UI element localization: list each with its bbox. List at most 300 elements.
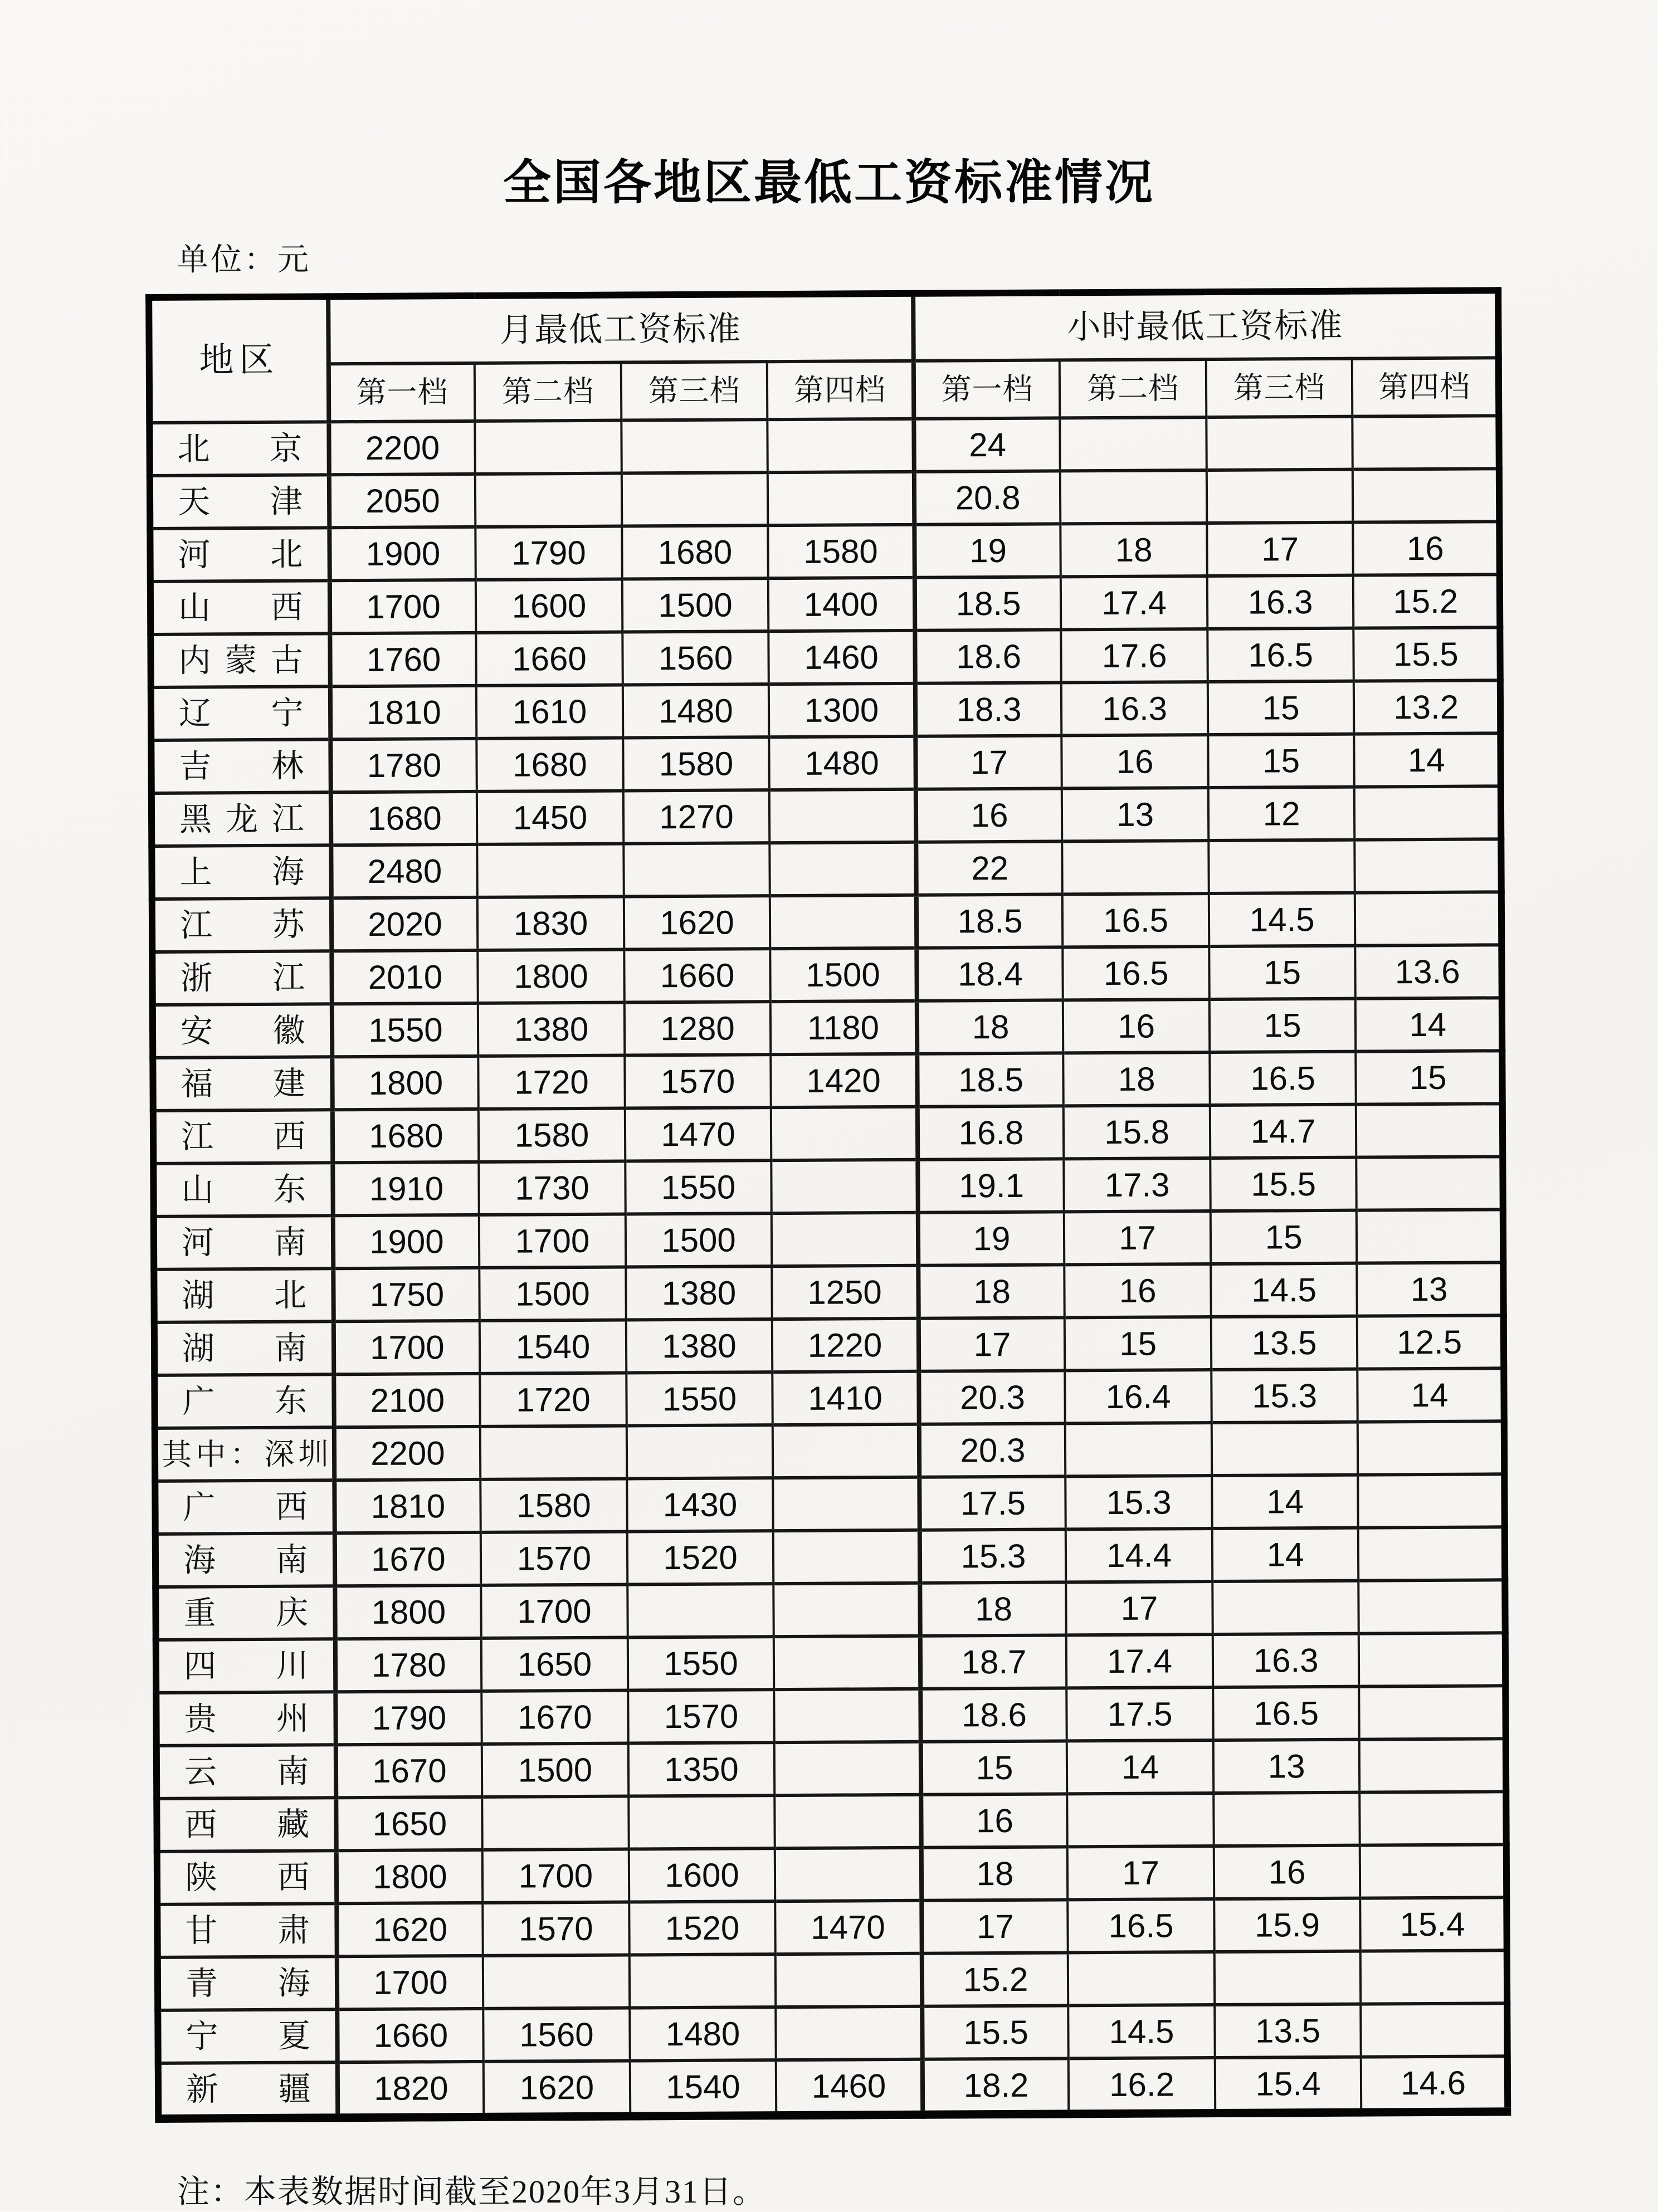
value-cell: 20.3 [919,1370,1065,1424]
value-cell: 16 [921,1794,1067,1847]
table-row [151,680,1500,740]
value-cell: 1670 [334,1532,481,1586]
value-cell: 1500 [771,948,917,1002]
value-cell [1360,1791,1506,1845]
table-row [157,1897,1506,1957]
value-cell: 1830 [477,897,624,950]
value-cell: 17.4 [1061,576,1207,629]
table-row [156,1686,1505,1746]
value-cell [1358,1527,1505,1580]
value-cell: 1500 [479,1267,626,1321]
value-cell [1060,417,1207,471]
region-cell: 云 南 [157,1745,336,1799]
value-cell: 1660 [476,632,623,686]
value-cell [1206,417,1353,470]
value-cell [772,1160,918,1213]
value-cell: 15 [1208,734,1354,788]
value-cell: 24 [914,418,1060,471]
value-cell: 1620 [484,2061,630,2117]
value-cell: 1580 [623,737,769,790]
value-cell: 1680 [476,738,623,792]
value-cell: 17 [921,1900,1068,1953]
value-cell [1212,1581,1359,1634]
tier-header-cell: 第四档 [767,361,914,419]
value-cell: 17.4 [1066,1634,1213,1688]
value-cell: 17 [1207,523,1353,576]
value-cell: 1280 [625,1002,771,1055]
region-cell: 湖 北 [154,1268,333,1322]
value-cell: 16.4 [1065,1370,1212,1423]
value-cell: 1800 [477,950,624,1003]
table-row [154,1315,1504,1375]
value-cell: 16.5 [1210,1052,1356,1105]
value-cell: 17 [1067,1846,1214,1900]
value-cell [1359,1633,1505,1686]
value-cell: 18.5 [917,1053,1064,1106]
value-cell: 1430 [627,1478,773,1531]
value-cell: 1570 [481,1532,627,1585]
value-cell: 1500 [622,578,769,632]
value-cell: 18 [1064,1052,1210,1106]
value-cell: 15 [1065,1317,1211,1370]
wage-table [145,287,1511,2123]
value-cell: 1380 [478,1003,625,1056]
value-cell: 19 [918,1212,1065,1265]
region-header-cell: 地区 [149,296,329,423]
value-cell: 2010 [331,950,478,1004]
hourly-group-header: 小时最低工资标准 [913,290,1499,360]
value-cell: 1620 [624,896,771,949]
value-cell: 1700 [479,1214,626,1268]
value-cell: 14.5 [1209,893,1355,946]
value-cell: 1400 [768,578,915,631]
value-cell [621,419,768,473]
value-cell: 18 [1061,523,1207,577]
value-cell [623,843,770,896]
value-cell: 14 [1358,1368,1504,1422]
value-cell: 15 [1356,1051,1503,1104]
value-cell: 1670 [335,1744,482,1798]
region-cell: 黑 龙 江 [152,792,331,846]
value-cell [483,1955,630,2009]
value-cell: 1650 [336,1797,482,1850]
value-cell [627,1584,774,1637]
value-cell: 15 [1208,681,1354,735]
value-cell: 1470 [775,1901,921,1954]
value-cell: 17.3 [1064,1158,1211,1212]
value-cell: 15.3 [1066,1476,1212,1529]
value-cell: 16 [1063,999,1210,1053]
value-cell: 17.6 [1061,629,1208,682]
value-cell: 13.5 [1211,1316,1358,1370]
value-cell: 1680 [332,1109,479,1163]
value-cell: 16.5 [1063,946,1210,1000]
value-cell: 1450 [477,791,623,844]
value-cell [1065,1423,1212,1476]
tier-header-cell: 第一档 [914,360,1060,418]
value-cell: 1680 [330,792,477,845]
region-cell: 河 南 [154,1215,333,1269]
region-cell: 浙 江 [152,951,331,1005]
region-cell: 甘 肃 [157,1903,337,1957]
table-row [149,416,1499,476]
value-cell: 1480 [623,684,769,738]
value-cell: 18.7 [920,1635,1067,1688]
value-cell: 1720 [480,1373,626,1427]
unit-label: 单位：元 [177,243,311,277]
value-cell: 1570 [625,1054,771,1108]
table-row [151,733,1500,793]
value-cell: 1500 [626,1213,772,1267]
table-row [158,2003,1507,2063]
value-cell: 12 [1208,787,1355,841]
value-cell [1207,470,1353,523]
value-cell: 2480 [331,844,477,898]
value-cell: 1820 [337,2062,484,2118]
table-row [153,998,1502,1058]
tier-header-cell: 第四档 [1352,358,1499,416]
value-cell: 1600 [476,579,622,633]
value-cell: 16.2 [1069,2058,1215,2114]
tier-header-cell: 第三档 [1206,359,1353,417]
value-cell: 1900 [329,527,476,580]
region-cell: 青 海 [158,1956,337,2010]
value-cell: 1810 [334,1479,481,1533]
value-cell: 1800 [336,1850,482,1903]
value-cell [768,419,914,472]
value-cell [775,1848,921,1901]
value-cell [1353,468,1499,522]
tier-header-cell: 第三档 [621,362,767,420]
table-row [158,2056,1508,2118]
value-cell: 1800 [332,1056,479,1110]
value-cell [1360,1844,1506,1898]
value-cell [475,473,622,527]
value-cell: 2020 [331,897,477,951]
table-row [154,1209,1503,1269]
value-cell: 1480 [630,2007,776,2060]
value-cell: 15.5 [1354,627,1500,681]
region-cell: 西 藏 [157,1798,336,1852]
value-cell: 16.3 [1207,575,1354,629]
value-cell: 22 [916,841,1062,895]
value-cell: 1380 [626,1319,772,1373]
value-cell: 18.5 [915,577,1061,630]
value-cell [1359,1686,1506,1739]
value-cell: 1610 [476,685,623,739]
value-cell: 14 [1355,998,1502,1051]
value-cell: 1700 [337,1956,483,2009]
value-cell: 1760 [330,633,476,686]
value-cell: 14 [1354,733,1501,787]
region-cell: 广 东 [154,1374,334,1428]
value-cell: 2050 [329,474,475,528]
table-row [158,1950,1507,2010]
region-cell: 辽 宁 [151,686,330,740]
value-cell: 1650 [481,1638,628,1691]
region-cell: 山 西 [150,580,330,634]
value-cell: 1700 [481,1585,627,1638]
value-cell: 16.5 [1213,1687,1359,1740]
value-cell: 1540 [480,1320,626,1374]
value-cell: 1470 [625,1107,772,1161]
value-cell: 13.6 [1355,945,1502,998]
table-row [154,1368,1504,1428]
value-cell [622,472,768,526]
value-cell: 2200 [329,421,475,475]
value-cell: 1550 [627,1637,774,1690]
value-cell: 13.2 [1354,680,1500,734]
value-cell: 1250 [772,1266,919,1319]
value-cell: 15.3 [1211,1369,1358,1423]
value-cell: 1520 [627,1531,773,1584]
table-row [152,786,1501,846]
value-cell: 1380 [626,1266,772,1320]
value-cell: 1620 [337,1903,483,1956]
value-cell: 1500 [482,1744,628,1797]
value-cell: 18 [921,1847,1068,1900]
table-row [150,574,1500,634]
value-cell: 20.8 [914,471,1061,524]
value-cell: 1730 [479,1161,625,1215]
value-cell [771,1107,918,1160]
value-cell: 1480 [769,736,916,790]
value-cell [628,1795,775,1849]
value-cell: 1350 [628,1742,774,1796]
value-cell: 16 [1353,521,1500,575]
value-cell: 1900 [333,1215,479,1268]
region-cell: 湖 南 [154,1321,334,1375]
value-cell [774,1583,920,1637]
value-cell: 20.3 [919,1423,1066,1477]
value-cell: 14.6 [1361,2056,1508,2112]
value-cell: 19.1 [918,1159,1064,1212]
value-cell [770,842,916,896]
table-row [152,892,1501,952]
value-cell: 1600 [628,1848,775,1902]
table-row [150,521,1499,582]
table-body [149,416,1508,2118]
value-cell [1062,841,1209,894]
region-cell: 江 苏 [152,898,331,952]
value-cell: 2100 [334,1374,480,1427]
region-cell: 新 疆 [158,2062,338,2118]
value-cell: 1660 [624,949,771,1002]
value-cell: 13 [1062,788,1208,841]
value-cell [1354,786,1501,839]
value-cell: 1780 [330,739,477,792]
value-cell [773,1477,920,1531]
region-cell: 重 庆 [155,1586,335,1640]
value-cell: 16 [1214,1845,1360,1899]
value-cell: 18.3 [915,682,1062,736]
value-cell: 1790 [476,526,622,580]
value-cell [1357,1209,1503,1263]
value-cell: 18 [917,1000,1064,1053]
value-cell [1357,1156,1503,1210]
value-cell: 14 [1212,1528,1359,1581]
value-cell [776,1954,922,2007]
value-cell: 1420 [771,1054,918,1107]
value-cell: 1460 [769,631,915,684]
value-cell: 15.4 [1360,1897,1507,1951]
value-cell: 1570 [482,1902,629,1956]
value-cell: 15.5 [922,2005,1069,2059]
value-cell [1355,892,1501,945]
value-cell: 15.3 [920,1529,1066,1583]
region-cell: 安 徽 [153,1004,332,1058]
value-cell: 1570 [628,1689,774,1743]
region-cell: 四 川 [156,1639,335,1693]
value-cell [774,1636,920,1689]
value-cell: 15.4 [1215,2057,1362,2113]
region-cell: 吉 林 [151,739,330,793]
value-cell: 1700 [333,1321,480,1374]
value-cell: 1750 [333,1268,480,1321]
value-cell [1213,1793,1360,1846]
region-cell: 天 津 [150,475,329,529]
region-cell: 江 西 [153,1110,333,1164]
value-cell: 17.5 [919,1476,1066,1530]
value-cell: 1910 [333,1162,479,1215]
value-cell [1355,839,1501,892]
table-header [149,290,1499,423]
region-cell: 山 东 [153,1163,333,1217]
value-cell [1060,470,1207,524]
value-cell: 17 [1064,1211,1211,1264]
value-cell: 19 [914,524,1061,577]
tier-header-row [149,358,1499,423]
value-cell: 1540 [630,2060,776,2116]
tier-header-cell: 第二档 [1060,359,1206,418]
table-row [155,1580,1505,1640]
value-cell [1212,1422,1358,1476]
value-cell: 1550 [625,1160,772,1214]
note-text: 注：本表数据时间截至2020年3月31日。 [177,2174,767,2210]
value-cell [482,1796,628,1850]
value-cell: 1270 [623,790,770,843]
value-cell: 13 [1357,1262,1504,1316]
value-cell: 16.3 [1061,682,1208,735]
value-cell [1360,1950,1507,2004]
value-cell [768,472,914,525]
value-cell: 16 [1062,735,1208,788]
value-cell: 1300 [769,683,915,737]
value-cell [1068,1952,1215,2005]
table-row [157,1844,1506,1905]
value-cell: 1220 [772,1319,919,1372]
region-cell: 内 蒙 古 [150,633,330,687]
value-cell: 14.5 [1211,1263,1357,1317]
table-row [155,1421,1504,1481]
value-cell: 16.5 [1062,893,1209,947]
value-cell: 1460 [776,2059,923,2116]
value-cell [770,895,916,949]
value-cell [773,1530,920,1584]
value-cell [629,1954,776,2008]
region-cell: 陕 西 [157,1850,337,1905]
table-row [153,1156,1503,1217]
table-row [157,1791,1506,1852]
value-cell [776,2006,922,2060]
region-cell: 上 海 [152,845,331,899]
table-row [153,1103,1503,1164]
value-cell: 1660 [337,2009,484,2062]
value-cell: 14.5 [1069,2005,1215,2058]
value-cell: 16.3 [1213,1634,1359,1687]
value-cell [773,1424,919,1478]
value-cell [477,844,623,897]
wage-table-wrapper [145,287,1513,2123]
table-row [155,1474,1504,1534]
value-cell: 15 [1209,946,1355,999]
table-row [150,627,1500,687]
value-cell: 16.8 [918,1106,1064,1159]
value-cell: 1580 [479,1109,625,1162]
region-cell: 宁 夏 [158,2009,337,2063]
value-cell: 18.4 [916,947,1063,1000]
value-cell: 1550 [331,1003,478,1057]
value-cell: 18.6 [920,1688,1067,1741]
value-cell: 15 [1211,1210,1357,1264]
value-cell [1067,1793,1214,1847]
tier-header-cell: 第二档 [475,363,621,421]
region-cell: 贵 州 [156,1692,335,1746]
value-cell: 1790 [335,1691,482,1745]
value-cell: 14 [1212,1475,1358,1529]
value-cell: 1780 [335,1638,481,1692]
value-cell [772,1213,918,1266]
value-cell: 16 [916,788,1062,842]
table-row [152,945,1501,1005]
value-cell: 1720 [478,1056,625,1109]
value-cell: 1180 [771,1001,917,1054]
value-cell: 1800 [335,1585,481,1639]
value-cell [480,1426,627,1479]
group-header-row [149,290,1499,365]
table-row [156,1633,1505,1693]
value-cell: 1680 [622,525,768,579]
table-row [150,468,1499,529]
value-cell: 15.8 [1064,1105,1210,1159]
value-cell: 13.5 [1215,2004,1361,2058]
value-cell: 1700 [329,580,476,633]
region-cell: 福 建 [153,1057,332,1111]
value-cell: 14.4 [1066,1529,1212,1582]
region-cell: 其 中 ： 深 圳 [155,1427,334,1481]
value-cell: 13 [1213,1740,1360,1793]
value-cell: 16 [1065,1264,1211,1317]
value-cell: 16.5 [1207,628,1354,682]
value-cell [769,789,916,843]
value-cell: 1410 [773,1371,919,1425]
value-cell [1353,416,1499,469]
value-cell: 1670 [481,1691,628,1744]
value-cell: 16.5 [1068,1899,1215,1952]
value-cell: 1700 [482,1849,629,1903]
value-cell: 1810 [330,686,476,739]
value-cell [1215,1951,1361,2005]
table-row [153,1051,1502,1111]
value-cell: 2200 [334,1427,480,1480]
table-row [155,1527,1505,1587]
value-cell: 18.6 [915,629,1061,683]
value-cell: 17 [915,735,1062,789]
value-cell: 17.5 [1067,1687,1213,1741]
value-cell [774,1689,921,1742]
value-cell: 15.9 [1214,1898,1360,1952]
value-cell: 18.5 [916,894,1063,948]
